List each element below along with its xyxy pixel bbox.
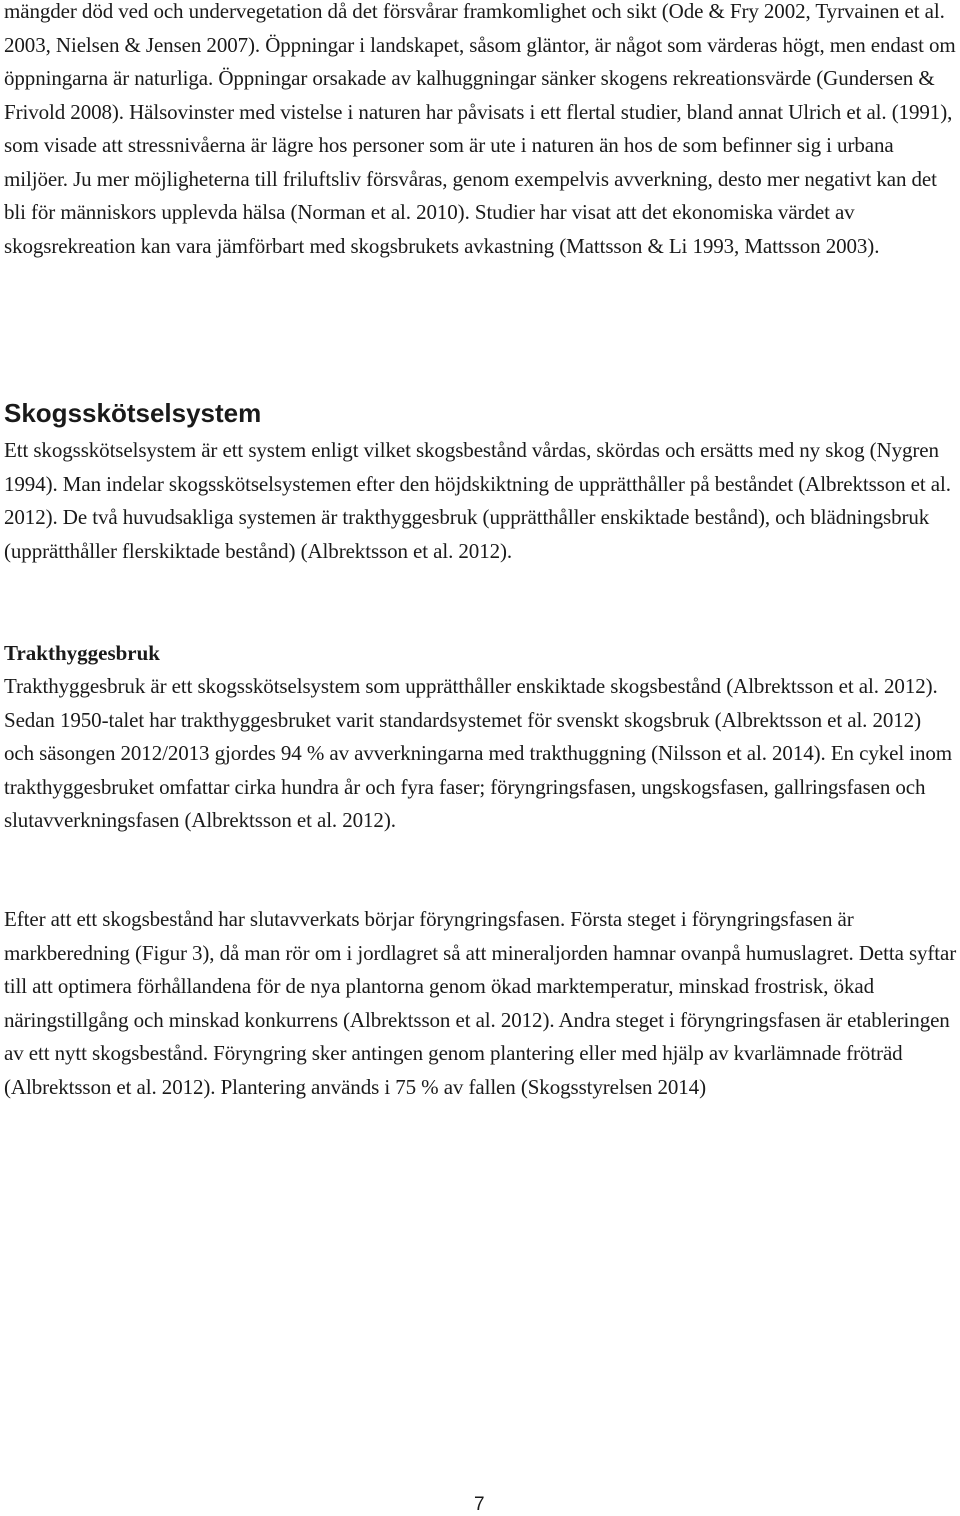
page-number: 7 (474, 1494, 485, 1515)
section-heading-skogsskotselsystem: Skogsskötselsystem (4, 398, 262, 428)
subsection-heading-trakthyggesbruk: Trakthyggesbruk (4, 641, 160, 665)
paragraph-trakthyggesbruk-1: Trakthyggesbruk är ett skogsskötselsystem som upprätthåller enskiktade skogsbestånd (Albrektsson et al. 2012). Sedan 1950-talet har trakthyggesbruket varit standardsystemet för svenskt skogsbruk (Albrektsson et al. 2012) och säsongen 2012/2013 gjordes 94 % av avverkningarna med trakthuggning (Nilsson et al. 2014). En cykel inom trakthyggesbruket omfattar cirka hundra år och fyra faser; föryngringsfasen, ungskogsfasen, gallringsfasen och slutavverkningsfasen (Albrektsson et al. 2012). (4, 674, 953, 832)
paragraph-skogsskotselsystem: Ett skogsskötselsystem är ett system enligt vilket skogsbestånd vårdas, skördas och ersätts med ny skog (Nygren 1994). Man indelar skogsskötselsystemen efter den höjdskiktning de upprätthåller på beståndet (Albrektsson et al. 2012). De två huvudsakliga systemen är trakthyggesbruk (upprätthåller enskiktade bestånd), och blädningsbruk (upprätthåller flerskiktade bestånd) (Albrektsson et al. 2012). (4, 438, 951, 563)
paragraph-trakthyggesbruk-2: Efter att ett skogsbestånd har slutavverkats börjar föryngringsfasen. Första steget i föryngringsfasen är markberedning (Figur 3), då man rör om i jordlagret så att mineraljorden hamnar ovanpå humuslagret. Detta syftar till att optimera förhållandena för de nya plantorna genom ökad marktemperatur, minskad frostrisk, ökad näringstillgång och minskad konkurrens (Albrektsson et al. 2012). Andra steget i föryngringsfasen är etableringen av ett nytt skogsbestånd. Föryngring sker antingen genom plantering eller med hjälp av kvarlämnade fröträd (Albrektsson et al. 2012). Plantering används i 75 % av fallen (Skogsstyrelsen 2014) (4, 907, 957, 1099)
paragraph-intro: mängder död ved och undervegetation då det försvårar framkomlighet och sikt (Ode & Fry 2002, Tyrvainen et al. 2003, Nielsen & Jensen 2007). Öppningar i landskapet, såsom gläntor, är något som värderas högt, men endast om öppningarna är naturliga. Öppningar orsakade av kalhuggningar sänker skogens rekreationsvärde (Gundersen & Frivold 2008). Hälsovinster med vistelse i naturen har påvisats i ett flertal studier, bland annat Ulrich et al. (1991), som visade att stressnivåerna är lägre hos personer som är ute i naturen än hos de som befinner sig i urbana miljöer. Ju mer möjligheterna till friluftsliv försvåras, genom exempelvis avverkning, desto mer negativt kan det bli för människors upplevda hälsa (Norman et al. 2010). Studier har visat att det ekonomiska värdet av skogsrekreation kan vara jämförbart med skogsbrukets avkastning (Mattsson & Li 1993, Mattsson 2003). (4, 0, 956, 258)
